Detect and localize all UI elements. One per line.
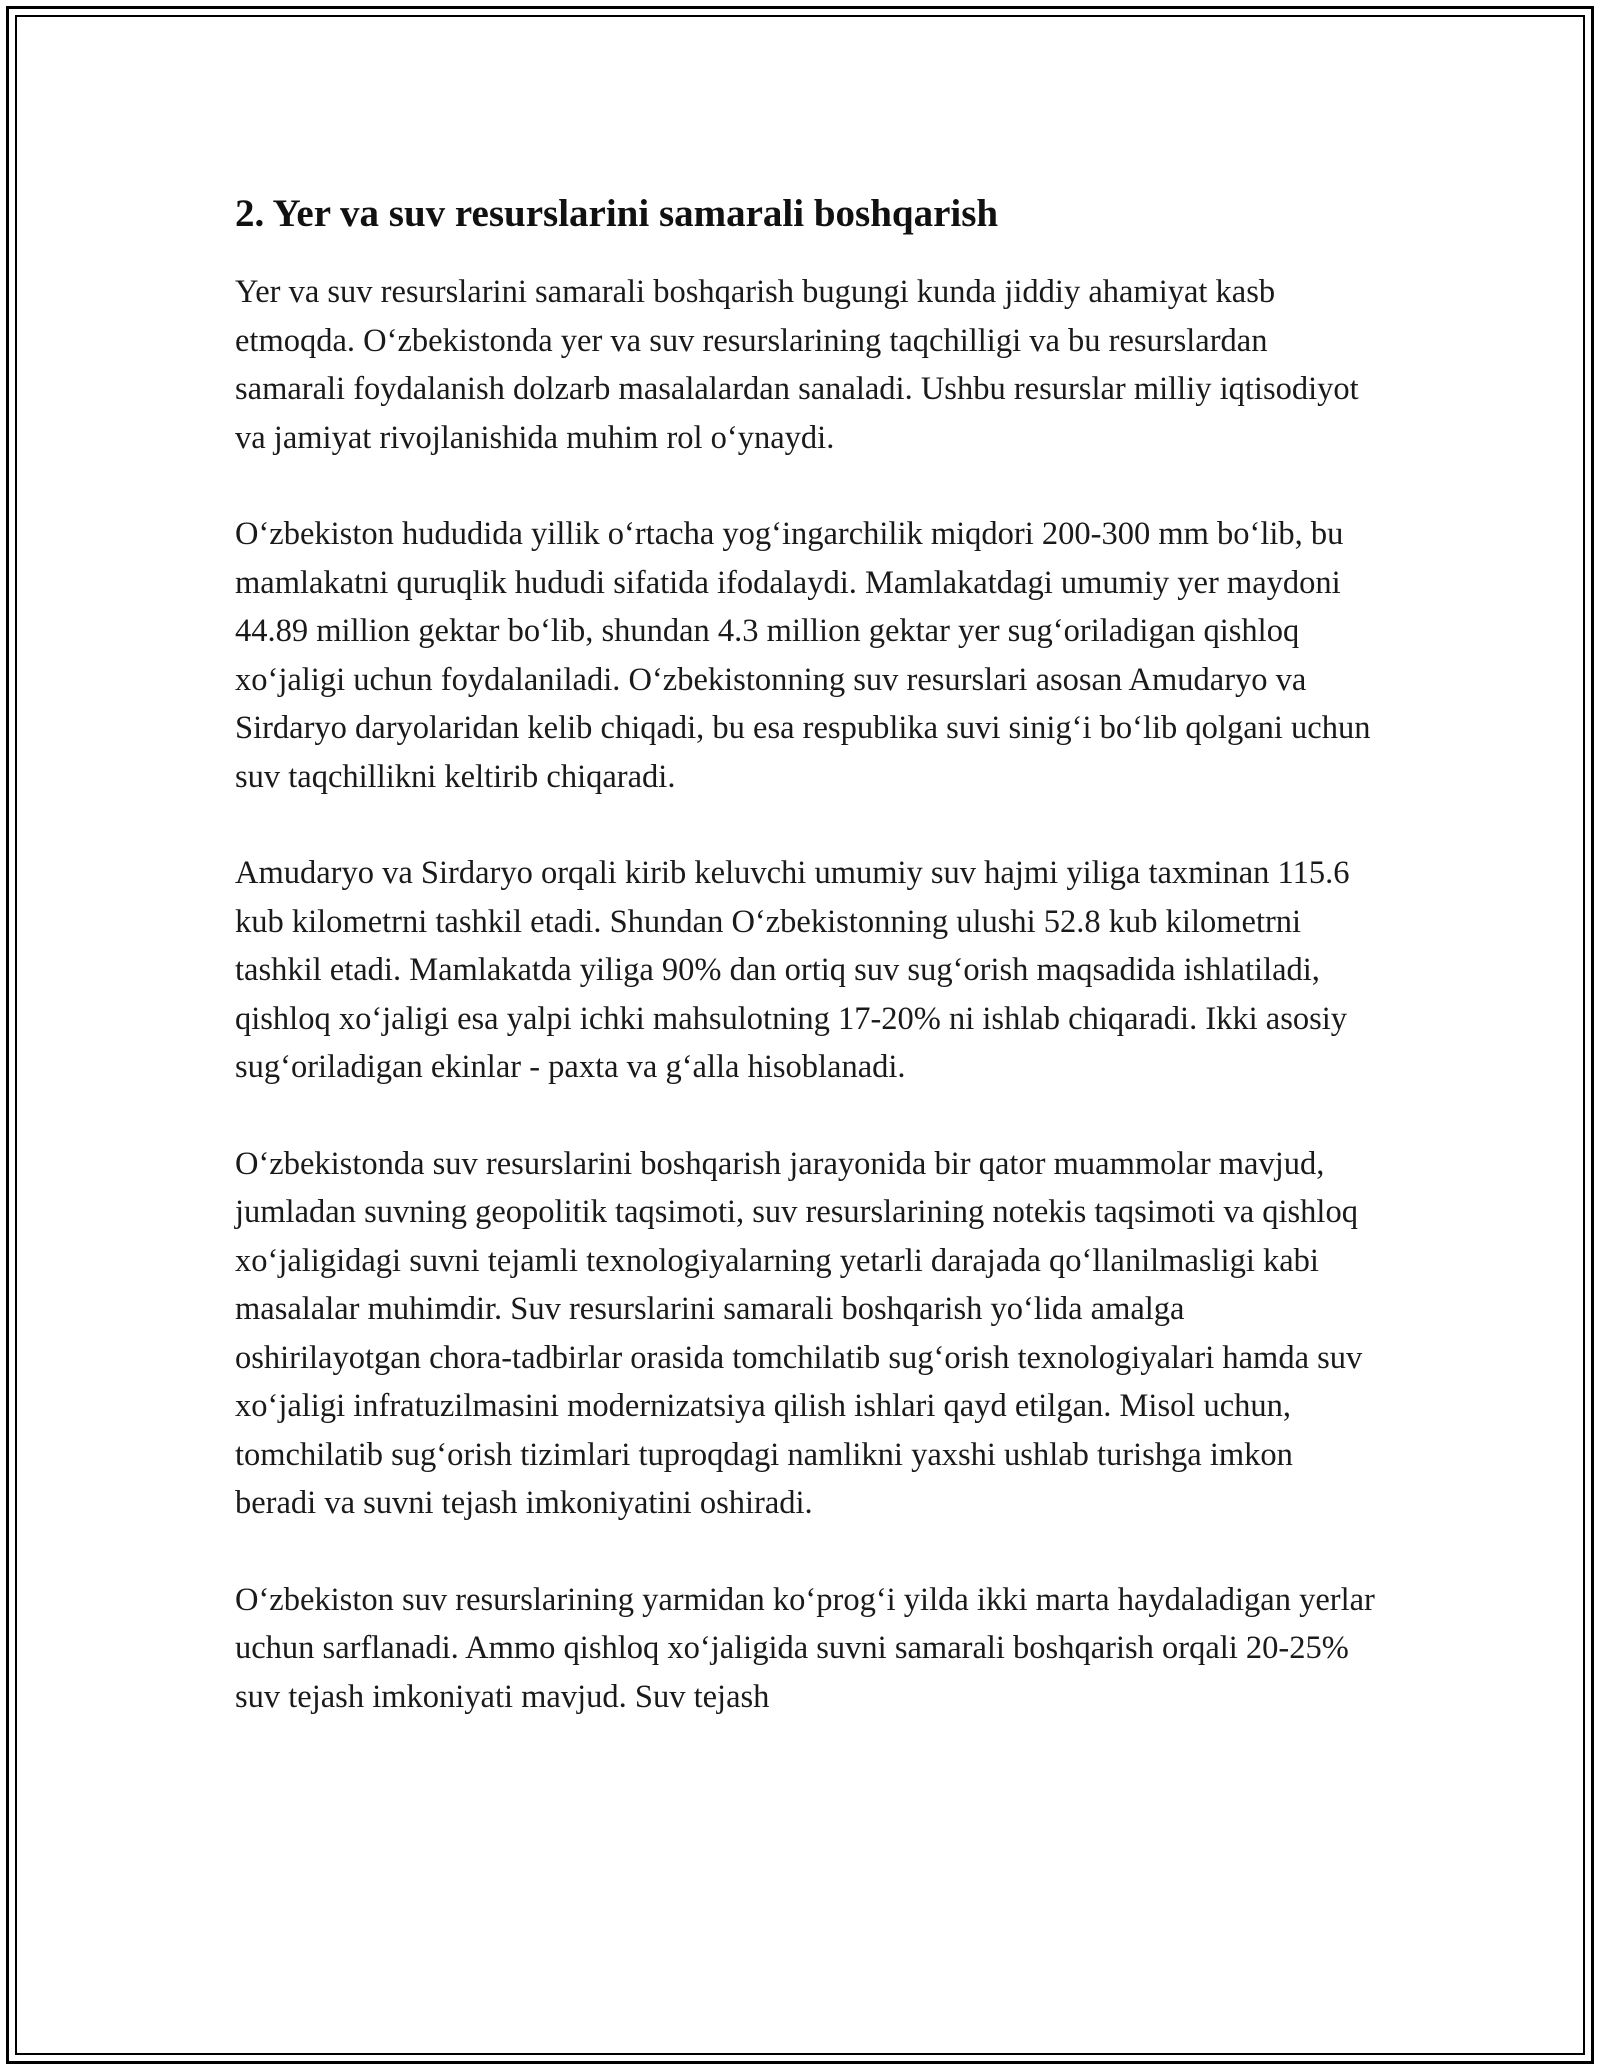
section-heading: 2. Yer va suv resurslarini samarali boshqarish [235,192,999,235]
paragraph-5: O‘zbekiston suv resurslarining yarmidan ko‘prog‘i yilda ikki marta haydaladigan yerlar uchun sarflanadi. Ammo qishloq xo‘jaligida suvni samarali boshqarish orqali 20-25% suv tejash imkoniyati mavjud. Suv tejash [235,1581,1375,1715]
document-body [235,186,1375,1721]
paragraph-3: Amudaryo va Sirdaryo orqali kirib keluvchi umumiy suv hajmi yiliga taxminan 115.6 kub kilometrni tashkil etadi. Shundan O‘zbekistonning ulushi 52.8 kub kilometrni tashkil etadi. Mamlakatda yiliga 90% dan ortiq suv sug‘orish maqsadida ishlatiladi, qishloq xo‘jaligi esa yalpi ichki mahsulotning 17-20% ni ishlab chiqaradi. Ikki asosiy sug‘oriladigan ekinlar - paxta va g‘alla hisoblanadi. [235,855,1350,1085]
paragraph-2: O‘zbekiston hududida yillik o‘rtacha yog‘ingarchilik miqdori 200-300 mm bo‘lib, bu mamlakatni quruqlik hududi sifatida ifodalaydi. Mamlakatdagi umumiy yer maydoni 44.89 million gektar bo‘lib, shundan 4.3 million gektar yer sug‘oriladigan qishloq xo‘jaligi uchun foydalaniladi. O‘zbekistonning suv resurslari asosan Amudaryo va Sirdaryo daryolaridan kelib chiqadi, bu esa respublika suvi sinig‘i bo‘lib qolgani uchun suv taqchillikni keltirib chiqaradi. [235,516,1371,795]
paragraph-1: Yer va suv resurslarini samarali boshqarish bugungi kunda jiddiy ahamiyat kasb etmoqda. O‘zbekistonda yer va suv resurslarining taqchilligi va bu resurslardan samarali foydalanish dolzarb masalalardan sanaladi. Ushbu resurslar milliy iqtisodiyot va jamiyat rivojlanishida muhim rol o‘ynaydi. [235,274,1359,456]
paragraph-4: O‘zbekistonda suv resurslarini boshqarish jarayonida bir qator muammolar mavjud, jumladan suvning geopolitik taqsimoti, suv resurslarining notekis taqsimoti va qishloq xo‘jaligidagi suvni tejamli texnologiyalarning yetarli darajada qo‘llanilmasligi kabi masalalar muhimdir. Suv resurslarini samarali boshqarish yo‘lida amalga oshirilayotgan chora-tadbirlar orasida tomchilatib sug‘orish texnologiyalari hamda suv xo‘jaligi infratuzilmasini modernizatsiya qilish ishlari qayd etilgan. Misol uchun, tomchilatib sug‘orish tizimlari tuproqdagi namlikni yaxshi ushlab turishga imkon beradi va suvni tejash imkoniyatini oshiradi. [235,1145,1363,1521]
